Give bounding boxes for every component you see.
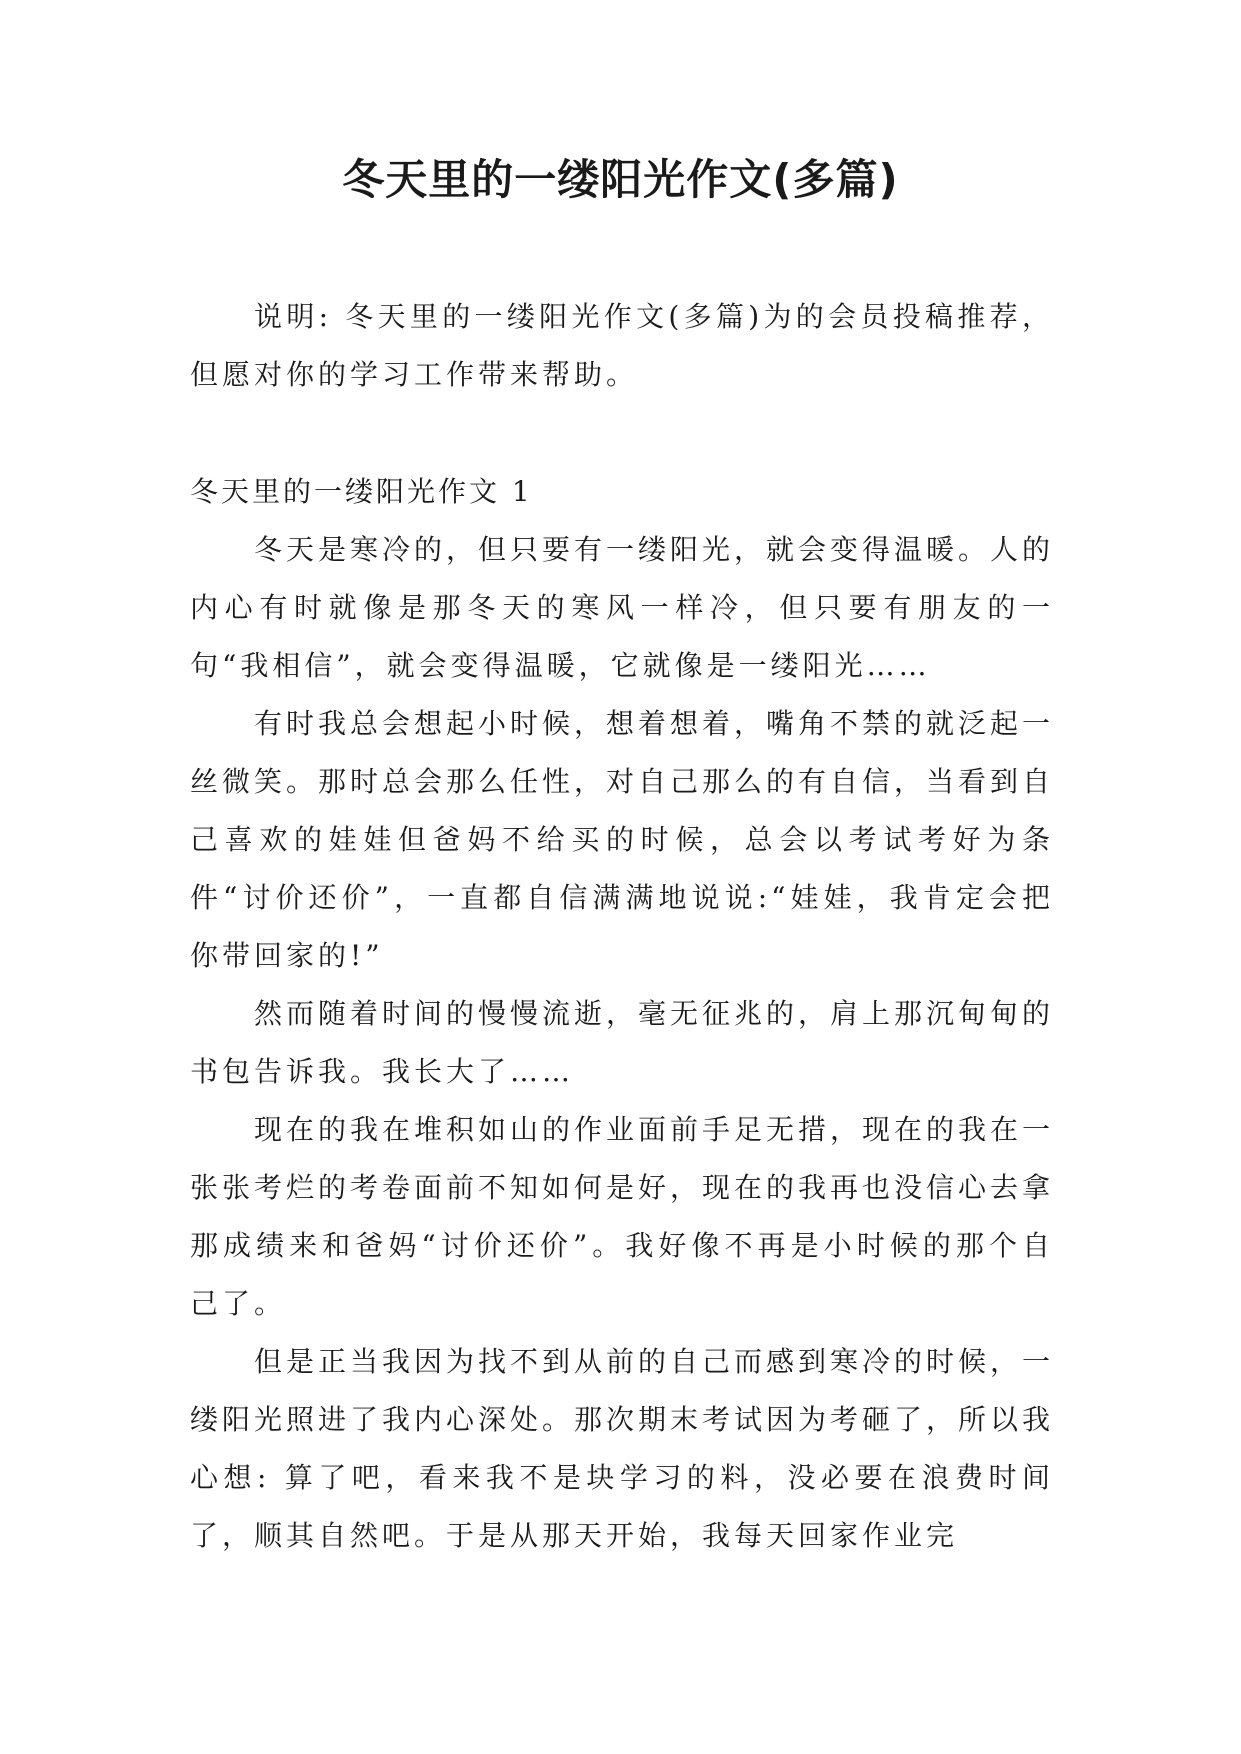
essay-paragraph: 冬天是寒冷的，但只要有一缕阳光，就会变得温暖。人的内心有时就像是那冬天的寒风一样冷，但只要有朋友的一句“我相信”，就会变得温暖，它就像是一缕阳光…… <box>190 533 1055 682</box>
essay-body <box>190 521 1054 1565</box>
section-heading: 冬天里的一缕阳光作文 1 <box>190 475 533 508</box>
essay-paragraph: 现在的我在堆积如山的作业面前手足无措，现在的我在一张张考烂的考卷面前不知如何是好，现在的我再也没信心去拿那成绩来和爸妈“讨价还价”。我好像不再是小时候的那个自己了。 <box>190 1113 1055 1320</box>
essay-paragraph: 但是正当我因为找不到从前的自己而感到寒冷的时候，一缕阳光照进了我内心深处。那次期末考试因为考砸了，所以我心想: 算了吧，看来我不是块学习的料，没必要在浪费时间了，顺其自然吧。于是从那天开始，我每天回家作业完 <box>190 1345 1055 1552</box>
document-title: 冬天里的一缕阳光作文(多篇) <box>342 155 899 204</box>
essay-paragraph: 有时我总会想起小时候，想着想着，嘴角不禁的就泛起一丝微笑。那时总会那么任性，对自己那么的有自信，当看到自己喜欢的娃娃但爸妈不给买的时候，总会以考试考好为条件“讨价还价”，一直都自信满满地说说:“娃娃，我肯定会把你带回家的!” <box>190 707 1055 972</box>
intro-paragraph: 说明: 冬天里的一缕阳光作文(多篇)为的会员投稿推荐，但愿对你的学习工作带来帮助。 <box>190 300 1054 391</box>
essay-paragraph: 然而随着时间的慢慢流逝，毫无征兆的，肩上那沉甸甸的书包告诉我。我长大了…… <box>190 997 1055 1088</box>
